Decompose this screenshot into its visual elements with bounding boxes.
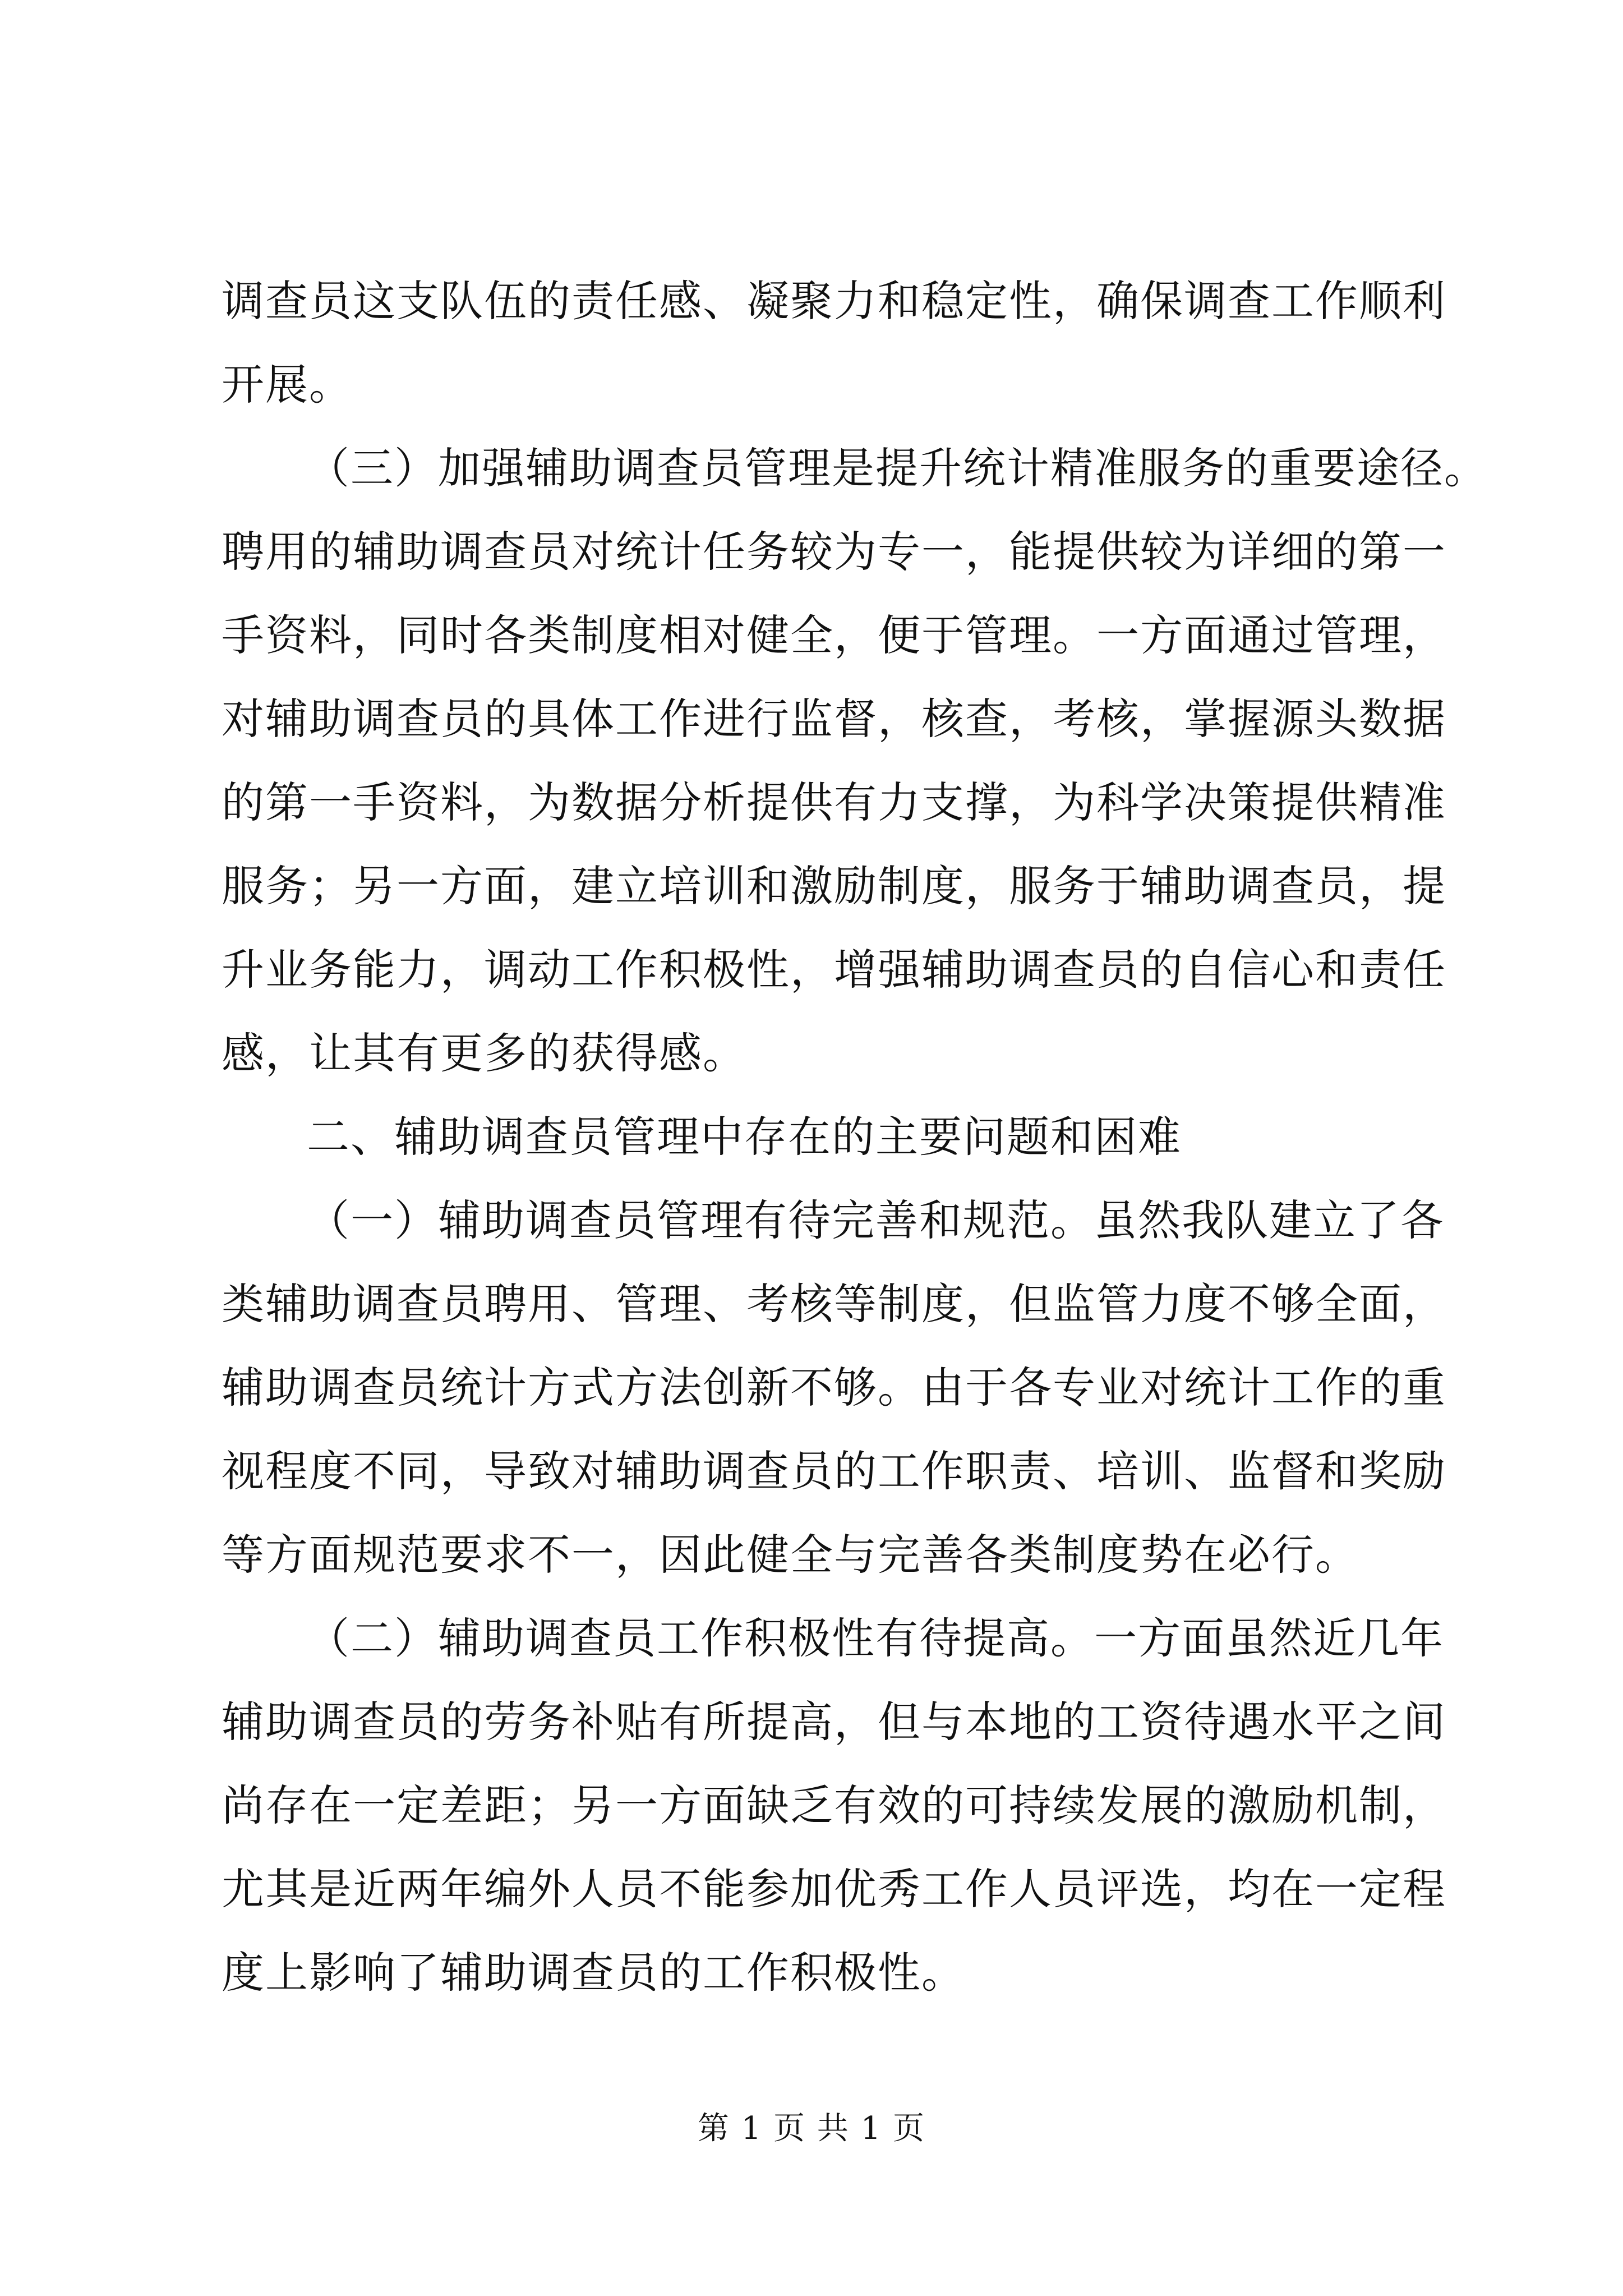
paragraph-line: 调查员这支队伍的责任感、凝聚力和稳定性，确保调查工作顺利 — [222, 276, 1446, 326]
document-body — [222, 259, 1488, 2014]
paragraph-line: 辅助调查员统计方式方法创新不够。由于各专业对统计工作的重 — [222, 1363, 1446, 1412]
paragraph-line: 辅助调查员的劳务补贴有所提高，但与本地的工资待遇水平之间 — [222, 1697, 1446, 1747]
paragraph-line: 尚存在一定差距；另一方面缺乏有效的可持续发展的激励机制， — [222, 1780, 1446, 1830]
paragraph-line: 等方面规范要求不一，因此健全与完善各类制度势在必行。 — [222, 1530, 1359, 1580]
paragraph-line: （一）辅助调查员管理有待完善和规范。虽然我队建立了各 — [307, 1195, 1444, 1245]
paragraph-line: 聘用的辅助调查员对统计任务较为专一，能提供较为详细的第一 — [222, 527, 1446, 577]
paragraph-line: （三）加强辅助调查员管理是提升统计精准服务的重要途径。 — [307, 443, 1488, 493]
paragraph-line: 尤其是近两年编外人员不能参加优秀工作人员评选，均在一定程 — [222, 1864, 1446, 1914]
paragraph-line: （二）辅助调查员工作积极性有待提高。一方面虽然近几年 — [307, 1613, 1444, 1663]
paragraph-line: 类辅助调查员聘用、管理、考核等制度，但监管力度不够全面， — [222, 1279, 1446, 1329]
page-number-footer: 第 1 页 共 1 页 — [697, 2110, 926, 2147]
paragraph-line: 手资料，同时各类制度相对健全，便于管理。一方面通过管理， — [222, 610, 1446, 660]
paragraph-line: 升业务能力，调动工作积极性，增强辅助调查员的自信心和责任 — [222, 945, 1446, 995]
paragraph-line: 对辅助调查员的具体工作进行监督，核查，考核，掌握源头数据 — [222, 694, 1446, 744]
paragraph-line: 开展。 — [222, 360, 353, 409]
paragraph-line: 视程度不同，导致对辅助调查员的工作职责、培训、监督和奖励 — [222, 1446, 1446, 1496]
section-heading: 二、辅助调查员管理中存在的主要问题和困难 — [307, 1112, 1182, 1162]
paragraph-line: 的第一手资料，为数据分析提供有力支撑，为科学决策提供精准 — [222, 777, 1446, 827]
paragraph-line: 服务；另一方面，建立培训和激励制度，服务于辅助调查员，提 — [222, 861, 1446, 911]
paragraph-line: 度上影响了辅助调查员的工作积极性。 — [222, 1948, 965, 1998]
paragraph-line: 感，让其有更多的获得感。 — [222, 1028, 746, 1078]
